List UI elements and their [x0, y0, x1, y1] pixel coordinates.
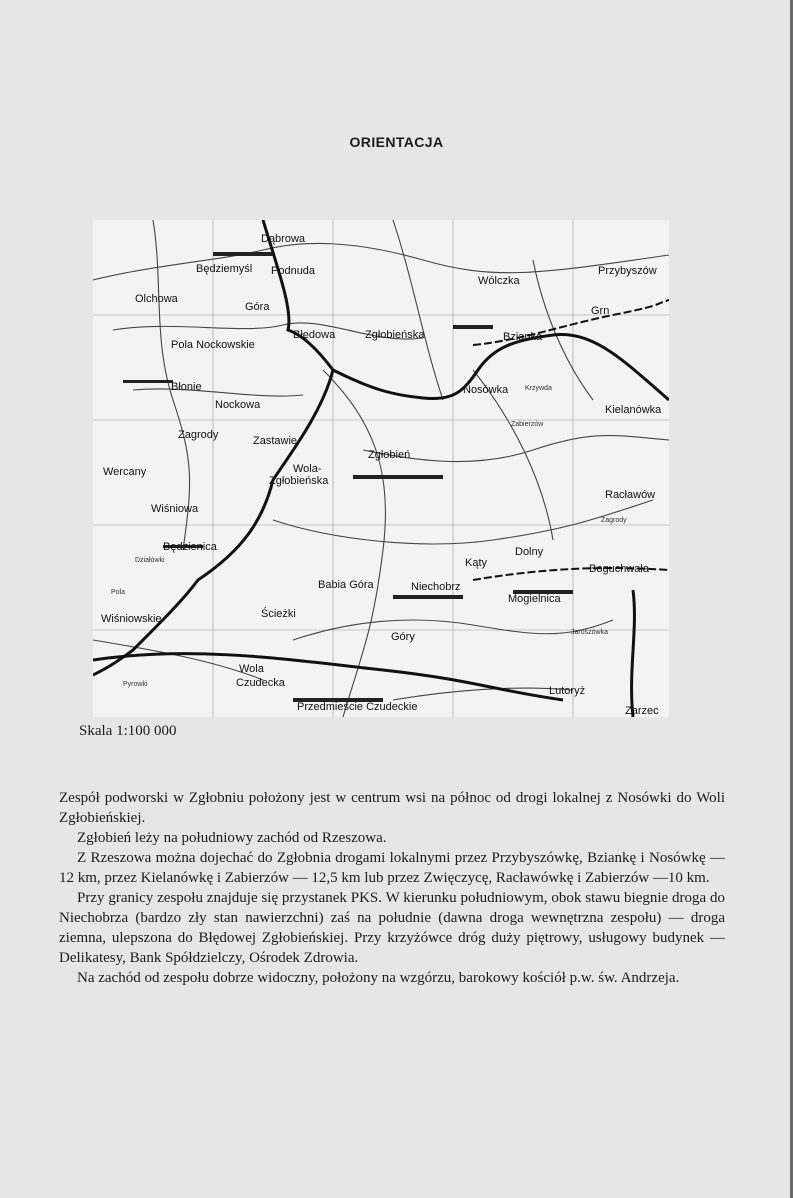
- paragraph: Przy granicy zespołu znajduje się przystanek PKS. W kierunku południowym, obok stawu biegnie droga do Niechobrza (bardzo zły stan nawierzchni) zaś na południe (dawna droga wewnętrzna zespołu) — droga ziemna, ulepszona do Błędowej Zgłobieńskiej. Przy krzyżówce dróg duży piętrowy, usługowy budynek — Delikatesy, Bank Spółdzielczy, Ośrodek Zdrowia.: [59, 890, 725, 966]
- map-label: Bzianka: [503, 331, 543, 343]
- map-label: Zastawie: [253, 435, 298, 447]
- map-label: Nosówka: [463, 384, 509, 396]
- map-label: Zgłobień: [368, 449, 411, 461]
- map-label: Ścieżki: [261, 608, 296, 620]
- paragraph: Na zachód od zespołu dobrze widoczny, położony na wzgórzu, barokowy kościół p.w. św. Andrzeja.: [77, 970, 680, 986]
- map-label: Zagrody: [178, 429, 219, 441]
- map-label: Pola Nockowskie: [171, 339, 255, 351]
- map-label: Dąbrowa: [261, 233, 306, 245]
- map-label: Grn: [591, 305, 610, 317]
- map-label: Wólczka: [478, 275, 520, 287]
- map-label: Wola: [239, 663, 264, 675]
- map-label: Babia Góra: [318, 579, 374, 591]
- map-label: Zarzec: [625, 705, 659, 717]
- map-label: Góry: [391, 631, 415, 643]
- map-label: Przybyszów: [598, 265, 657, 277]
- paragraph: Zespół podworski w Zgłobniu położony jest w centrum wsi na północ od drogi lokalnej z Nosówki do Woli Zgłobieńskiej.: [59, 790, 725, 826]
- map-label: Jaroszówka: [571, 629, 608, 636]
- paragraph: Zgłobień leży na południowy zachód od Rzeszowa.: [77, 830, 387, 846]
- map-label: Lutoryż: [549, 685, 586, 697]
- page-title: ORIENTACJA: [349, 134, 444, 150]
- topographic-map: [93, 220, 669, 717]
- map-label: Będzienica: [163, 541, 217, 553]
- map-label: Błonie: [171, 381, 202, 393]
- map-label: Krzywda: [525, 385, 552, 392]
- map-label: Boguchwała: [589, 563, 649, 575]
- map-label: Wiśniowskie: [101, 613, 162, 625]
- map-label: Olchowa: [135, 293, 178, 305]
- map-label: Niechobrz: [411, 581, 461, 593]
- map-label: Mogielnica: [508, 593, 561, 605]
- map-label: Racławów: [605, 489, 656, 501]
- map-label: Zagrody: [601, 517, 627, 524]
- map-roads: [93, 220, 669, 717]
- map-label: Pola: [111, 589, 126, 596]
- map-drawing: [93, 220, 669, 717]
- map-label: Przedmieście Czudeckie: [297, 701, 418, 713]
- map-label: Zgłobieńska: [365, 329, 425, 341]
- map-label: Podnuda: [271, 265, 316, 277]
- map-settlements: [123, 252, 573, 702]
- map-label: Będziemyśl: [196, 263, 253, 275]
- map-label: Wercany: [103, 466, 147, 478]
- map-label: Błędowa: [293, 329, 336, 341]
- map-label: Nockowa: [215, 399, 261, 411]
- map-label: Góra: [245, 301, 270, 313]
- map-label: Kąty: [465, 557, 488, 569]
- map-scale-caption: Skala 1:100 000: [79, 723, 177, 739]
- map-label: Wola-: [293, 463, 322, 475]
- map-label: Czudecka: [236, 677, 285, 689]
- map-label: Wiśniowa: [151, 503, 199, 515]
- map-label: Kielanówka: [605, 404, 662, 416]
- map-label: Działówki: [135, 557, 165, 564]
- map-label: Zgłobieńska: [269, 475, 329, 487]
- paragraph: Z Rzeszowa można dojechać do Zgłobnia drogami lokalnymi przez Przybyszówkę, Bziankę i Nosówkę — 12 km, przez Kielanówkę i Zabierzów — 12,5 km lub przez Zwięczycę, Racławówkę i Zabierzów —10 km.: [59, 850, 725, 886]
- map-label: Zabierzów: [511, 421, 544, 428]
- map-label: Dolny: [515, 546, 544, 558]
- body-text: [59, 788, 725, 988]
- map-label: Pyrowki: [123, 681, 148, 688]
